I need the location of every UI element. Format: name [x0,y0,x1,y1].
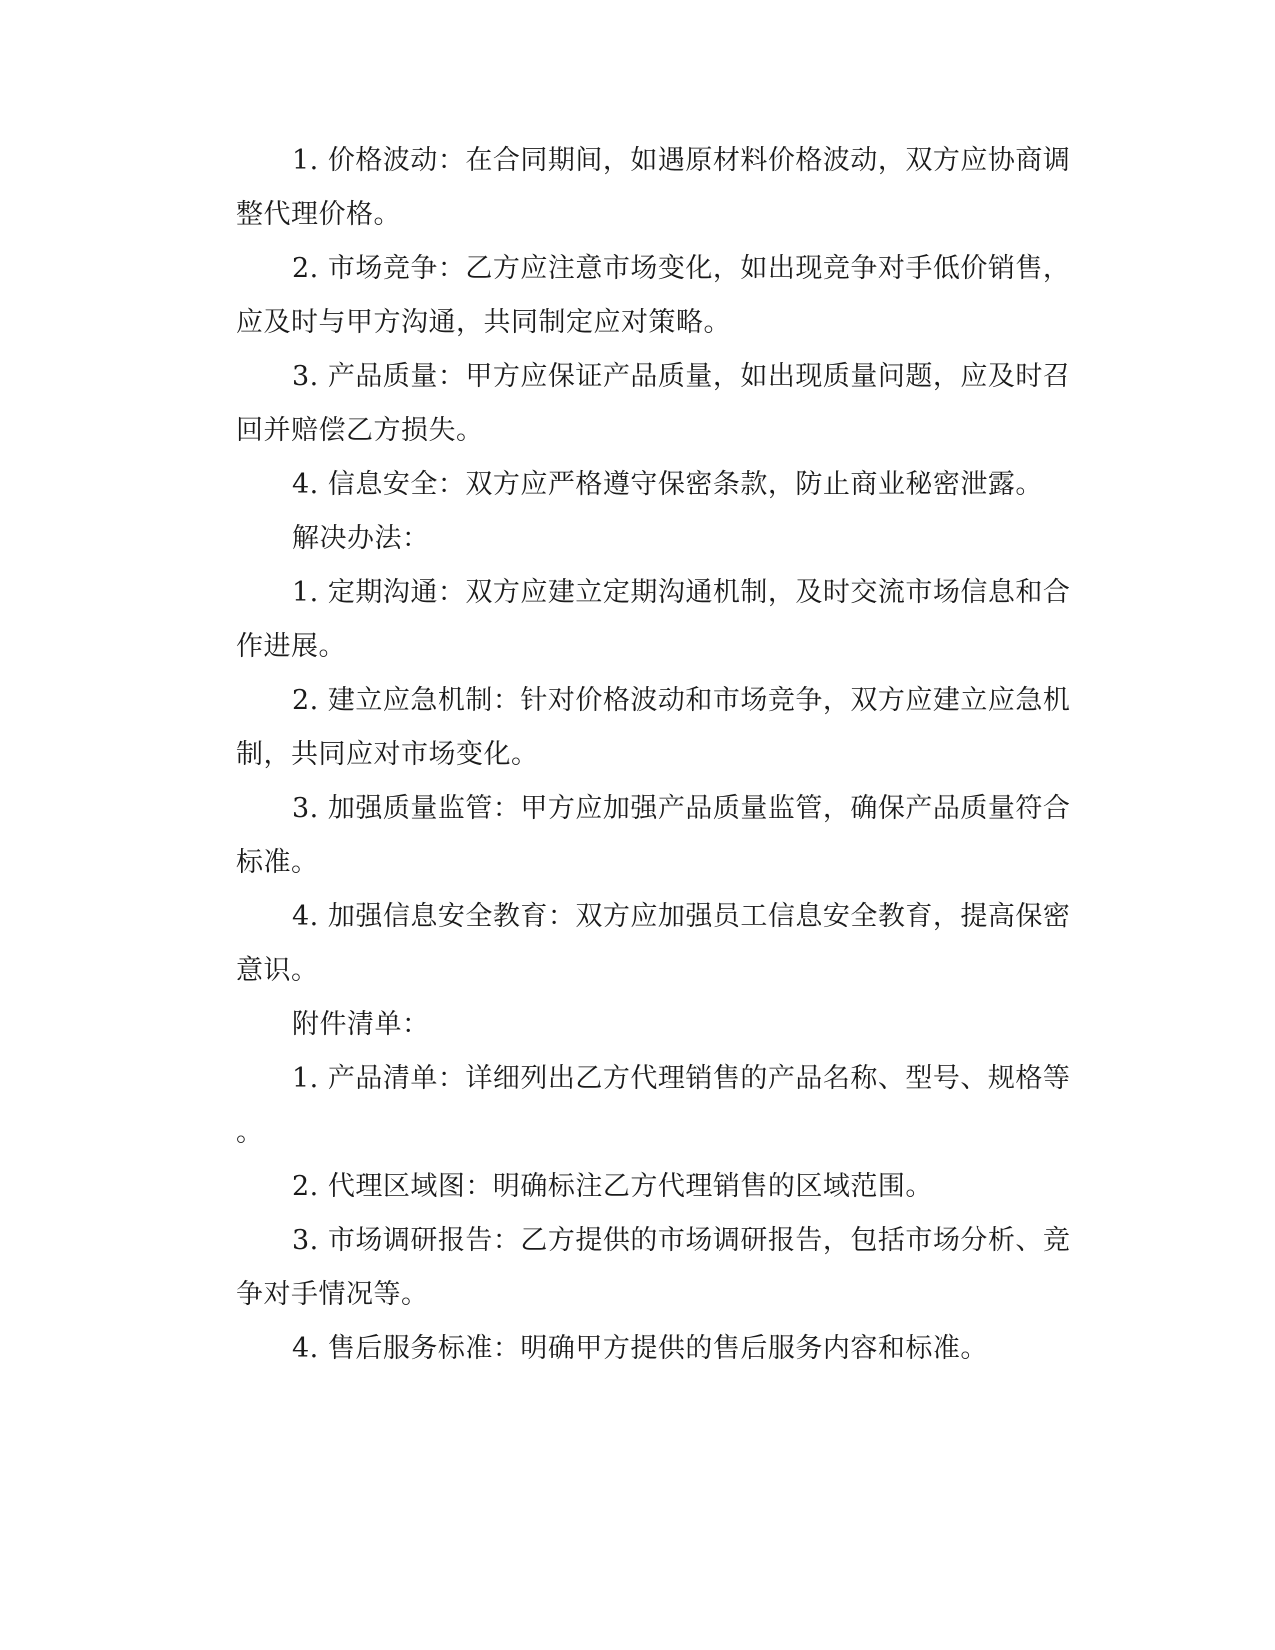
paragraph-solution-emergency [180,674,1071,782]
section-heading: 解决办法： [292,523,430,554]
text-line: 2. 市场竞争：乙方应注意市场变化，如出现竞争对手低价销售， [292,253,1071,284]
text-line: 3. 产品质量：甲方应保证产品质量，如出现质量问题，应及时召 [292,361,1071,392]
paragraph-risk-security [180,458,1043,512]
paragraph-attachment-region [180,1160,1030,1214]
paragraph-solution-communication [180,566,1071,674]
paragraph-risk-price [180,134,1071,242]
text-line: 作进展。 [236,631,346,662]
text-line: 2. 建立应急机制：针对价格波动和市场竞争，双方应建立应急机 [292,685,1071,716]
text-line: 应及时与甲方沟通，共同制定应对策略。 [236,307,731,338]
text-line: 4. 加强信息安全教育：双方应加强员工信息安全教育，提高保密 [292,901,1071,932]
text-line: 意识。 [236,955,319,986]
text-line: 3. 加强质量监管：甲方应加强产品质量监管，确保产品质量符合 [292,793,1071,824]
section-heading-attachments [180,998,1030,1052]
paragraph-attachment-service [180,1322,1030,1376]
paragraph-risk-competition [180,242,1071,350]
text-line: 4. 售后服务标准：明确甲方提供的售后服务内容和标准。 [292,1333,988,1364]
text-line: 2. 代理区域图：明确标注乙方代理销售的区域范围。 [292,1171,933,1202]
paragraph-solution-security [180,890,1071,998]
document-body [180,134,1071,1376]
text-line: 4. 信息安全：双方应严格遵守保密条款，防止商业秘密泄露。 [292,469,1043,500]
paragraph-attachment-research [180,1214,1071,1322]
text-line: 整代理价格。 [236,199,401,230]
text-line: 1. 价格波动：在合同期间，如遇原材料价格波动，双方应协商调 [292,145,1071,176]
section-heading-solutions [180,512,1030,566]
text-line: 回并赔偿乙方损失。 [236,415,484,446]
text-line: 争对手情况等。 [236,1279,429,1310]
text-line: 。 [236,1117,264,1148]
text-line: 1. 产品清单：详细列出乙方代理销售的产品名称、型号、规格等 [292,1063,1071,1094]
text-line: 3. 市场调研报告：乙方提供的市场调研报告，包括市场分析、竞 [292,1225,1071,1256]
section-heading: 附件清单： [292,1009,430,1040]
text-line: 1. 定期沟通：双方应建立定期沟通机制，及时交流市场信息和合 [292,577,1071,608]
paragraph-risk-quality [180,350,1071,458]
text-line: 标准。 [236,847,319,878]
paragraph-solution-quality [180,782,1071,890]
text-line: 制，共同应对市场变化。 [236,739,539,770]
paragraph-attachment-products [180,1052,1071,1160]
